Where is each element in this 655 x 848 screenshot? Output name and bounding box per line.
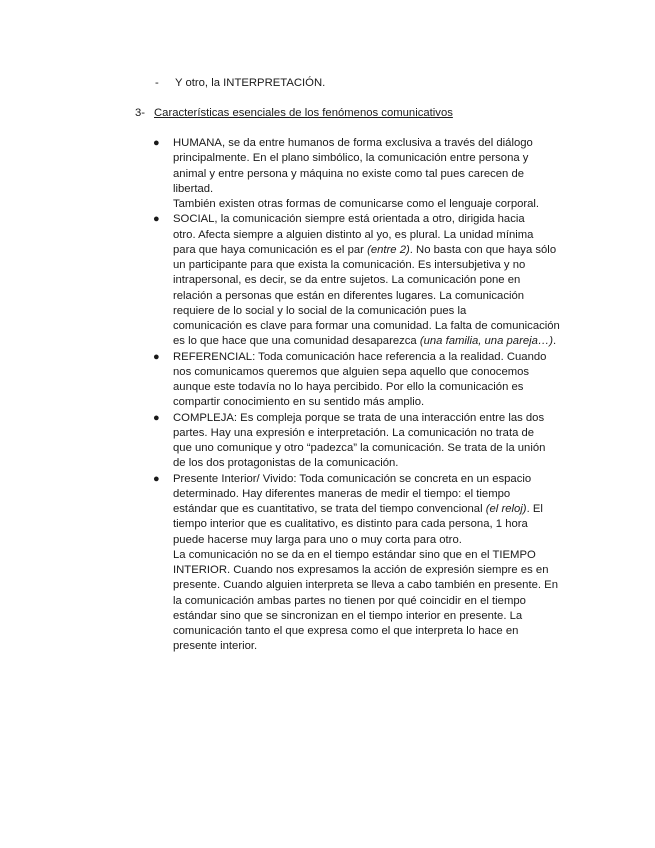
text-line: INTERIOR. Cuando nos expresamos la acción de expresión siempre es en bbox=[173, 564, 549, 576]
text-line: SOCIAL, la comunicación siempre está orientada a otro, dirigida hacia bbox=[173, 213, 525, 226]
section-number: 3- bbox=[135, 107, 146, 119]
dash-item-text: Y otro, la INTERPRETACIÓN. bbox=[175, 77, 326, 89]
text-fragment: . bbox=[552, 335, 557, 348]
text-line: libertad. bbox=[173, 182, 214, 195]
dash-list-item bbox=[155, 76, 325, 91]
bullet-dot: ● bbox=[153, 137, 160, 149]
section-title: Características esenciales de los fenómenos comunicativos bbox=[154, 107, 453, 119]
text-line bbox=[173, 243, 582, 258]
text-line: que uno comunique y otro “padezca” la comunicación. Se trata de la unión bbox=[173, 442, 546, 454]
text-line: aunque este todavía no lo haya percibido. Por ello la comunicación es bbox=[173, 381, 524, 393]
bullet-dot: ● bbox=[153, 350, 160, 363]
text-line: principalmente. En el plano simbólico, la comunicación entre persona y bbox=[173, 152, 529, 165]
text-line: la comunicación ambas partes no tienen por qué coincidir en el tiempo bbox=[173, 594, 526, 607]
text-fragment: . El bbox=[526, 503, 543, 515]
bullet-referencial bbox=[150, 350, 582, 411]
text-line: determinado. Hay diferentes maneras de medir el tiempo: el tiempo bbox=[173, 487, 511, 500]
bullet-dot: ● bbox=[153, 411, 160, 424]
text-line: de los dos protagonistas de la comunicación. bbox=[173, 457, 399, 470]
text-line: relación a personas que están en diferentes lugares. La comunicación bbox=[173, 289, 525, 302]
text-line: otro. Afecta siempre a alguien distinto al yo, es plural. La unidad mínima bbox=[173, 228, 534, 241]
text-line: comunicación es clave para formar una comunidad. La falta de comunicación bbox=[173, 320, 560, 332]
text-line: También existen otras formas de comunicarse como el lenguaje corporal. bbox=[173, 198, 540, 210]
text-line: REFERENCIAL: Toda comunicación hace referencia a la realidad. Cuando bbox=[173, 350, 547, 363]
text-line: presente interior. bbox=[173, 640, 258, 653]
text-line: presente. Cuando alguien interpreta se lleva a cabo también en presente. En bbox=[173, 579, 558, 592]
section-heading bbox=[135, 106, 453, 121]
bullet-dot: ● bbox=[153, 213, 160, 226]
text-fragment: . No basta con que haya sólo bbox=[409, 243, 557, 256]
text-line: comunicación tanto el que expresa como el que interpreta lo hace en bbox=[173, 625, 519, 637]
text-line bbox=[173, 334, 582, 349]
text-line: intrapersonal, es decir, se da entre sujetos. La comunicación pone en bbox=[173, 274, 521, 287]
text-line: requiere de lo social y lo social de la comunicación pues la bbox=[173, 304, 467, 317]
text-fragment: estándar que es cuantitativo, se trata del tiempo convencional bbox=[173, 503, 483, 515]
text-fragment: es lo que hace que una comunidad desaparezca bbox=[173, 335, 417, 348]
text-line: partes. Hay una expresión e interpretación. La comunicación no trata de bbox=[173, 426, 535, 439]
dash-marker: - bbox=[155, 77, 159, 89]
bullet-presente-interior bbox=[150, 472, 582, 655]
text-line: Presente Interior/ Vivido: Toda comunicación se concreta en un espacio bbox=[173, 472, 532, 485]
bullet-dot: ● bbox=[153, 472, 160, 485]
bullet-social bbox=[150, 212, 582, 349]
text-line: estándar sino que se sincronizan en el tiempo interior en presente. La bbox=[173, 609, 523, 622]
characteristics-list bbox=[150, 136, 582, 655]
text-line bbox=[173, 502, 582, 517]
italic-fragment: (entre 2) bbox=[367, 243, 410, 256]
text-fragment: para que haya comunicación es el par bbox=[173, 243, 364, 256]
text-line: animal y entre persona y máquina no existe como tal pues carecen de bbox=[173, 167, 525, 180]
text-line: COMPLEJA: Es compleja porque se trata de una interacción entre las dos bbox=[173, 411, 545, 424]
text-line: puede hacerse muy larga para uno o muy corta para otro. bbox=[173, 533, 462, 546]
text-line: compartir conocimiento en su sentido más amplio. bbox=[173, 396, 425, 409]
text-line: nos comunicamos queremos que alguien sepa aquello que conocemos bbox=[173, 365, 530, 378]
text-line: un participante para que exista la comunicación. Es intersubjetiva y no bbox=[173, 259, 526, 271]
text-line: tiempo interior que es cualitativo, es distinto para cada persona, 1 hora bbox=[173, 518, 528, 531]
text-line: La comunicación no se da en el tiempo estándar sino que en el TIEMPO bbox=[173, 548, 536, 561]
bullet-humana bbox=[150, 136, 582, 212]
bullet-compleja bbox=[150, 411, 582, 472]
italic-fragment: (una familia, una pareja…) bbox=[419, 335, 553, 348]
text-line: HUMANA, se da entre humanos de forma exclusiva a través del diálogo bbox=[173, 137, 533, 149]
italic-fragment: (el reloj) bbox=[485, 503, 527, 515]
